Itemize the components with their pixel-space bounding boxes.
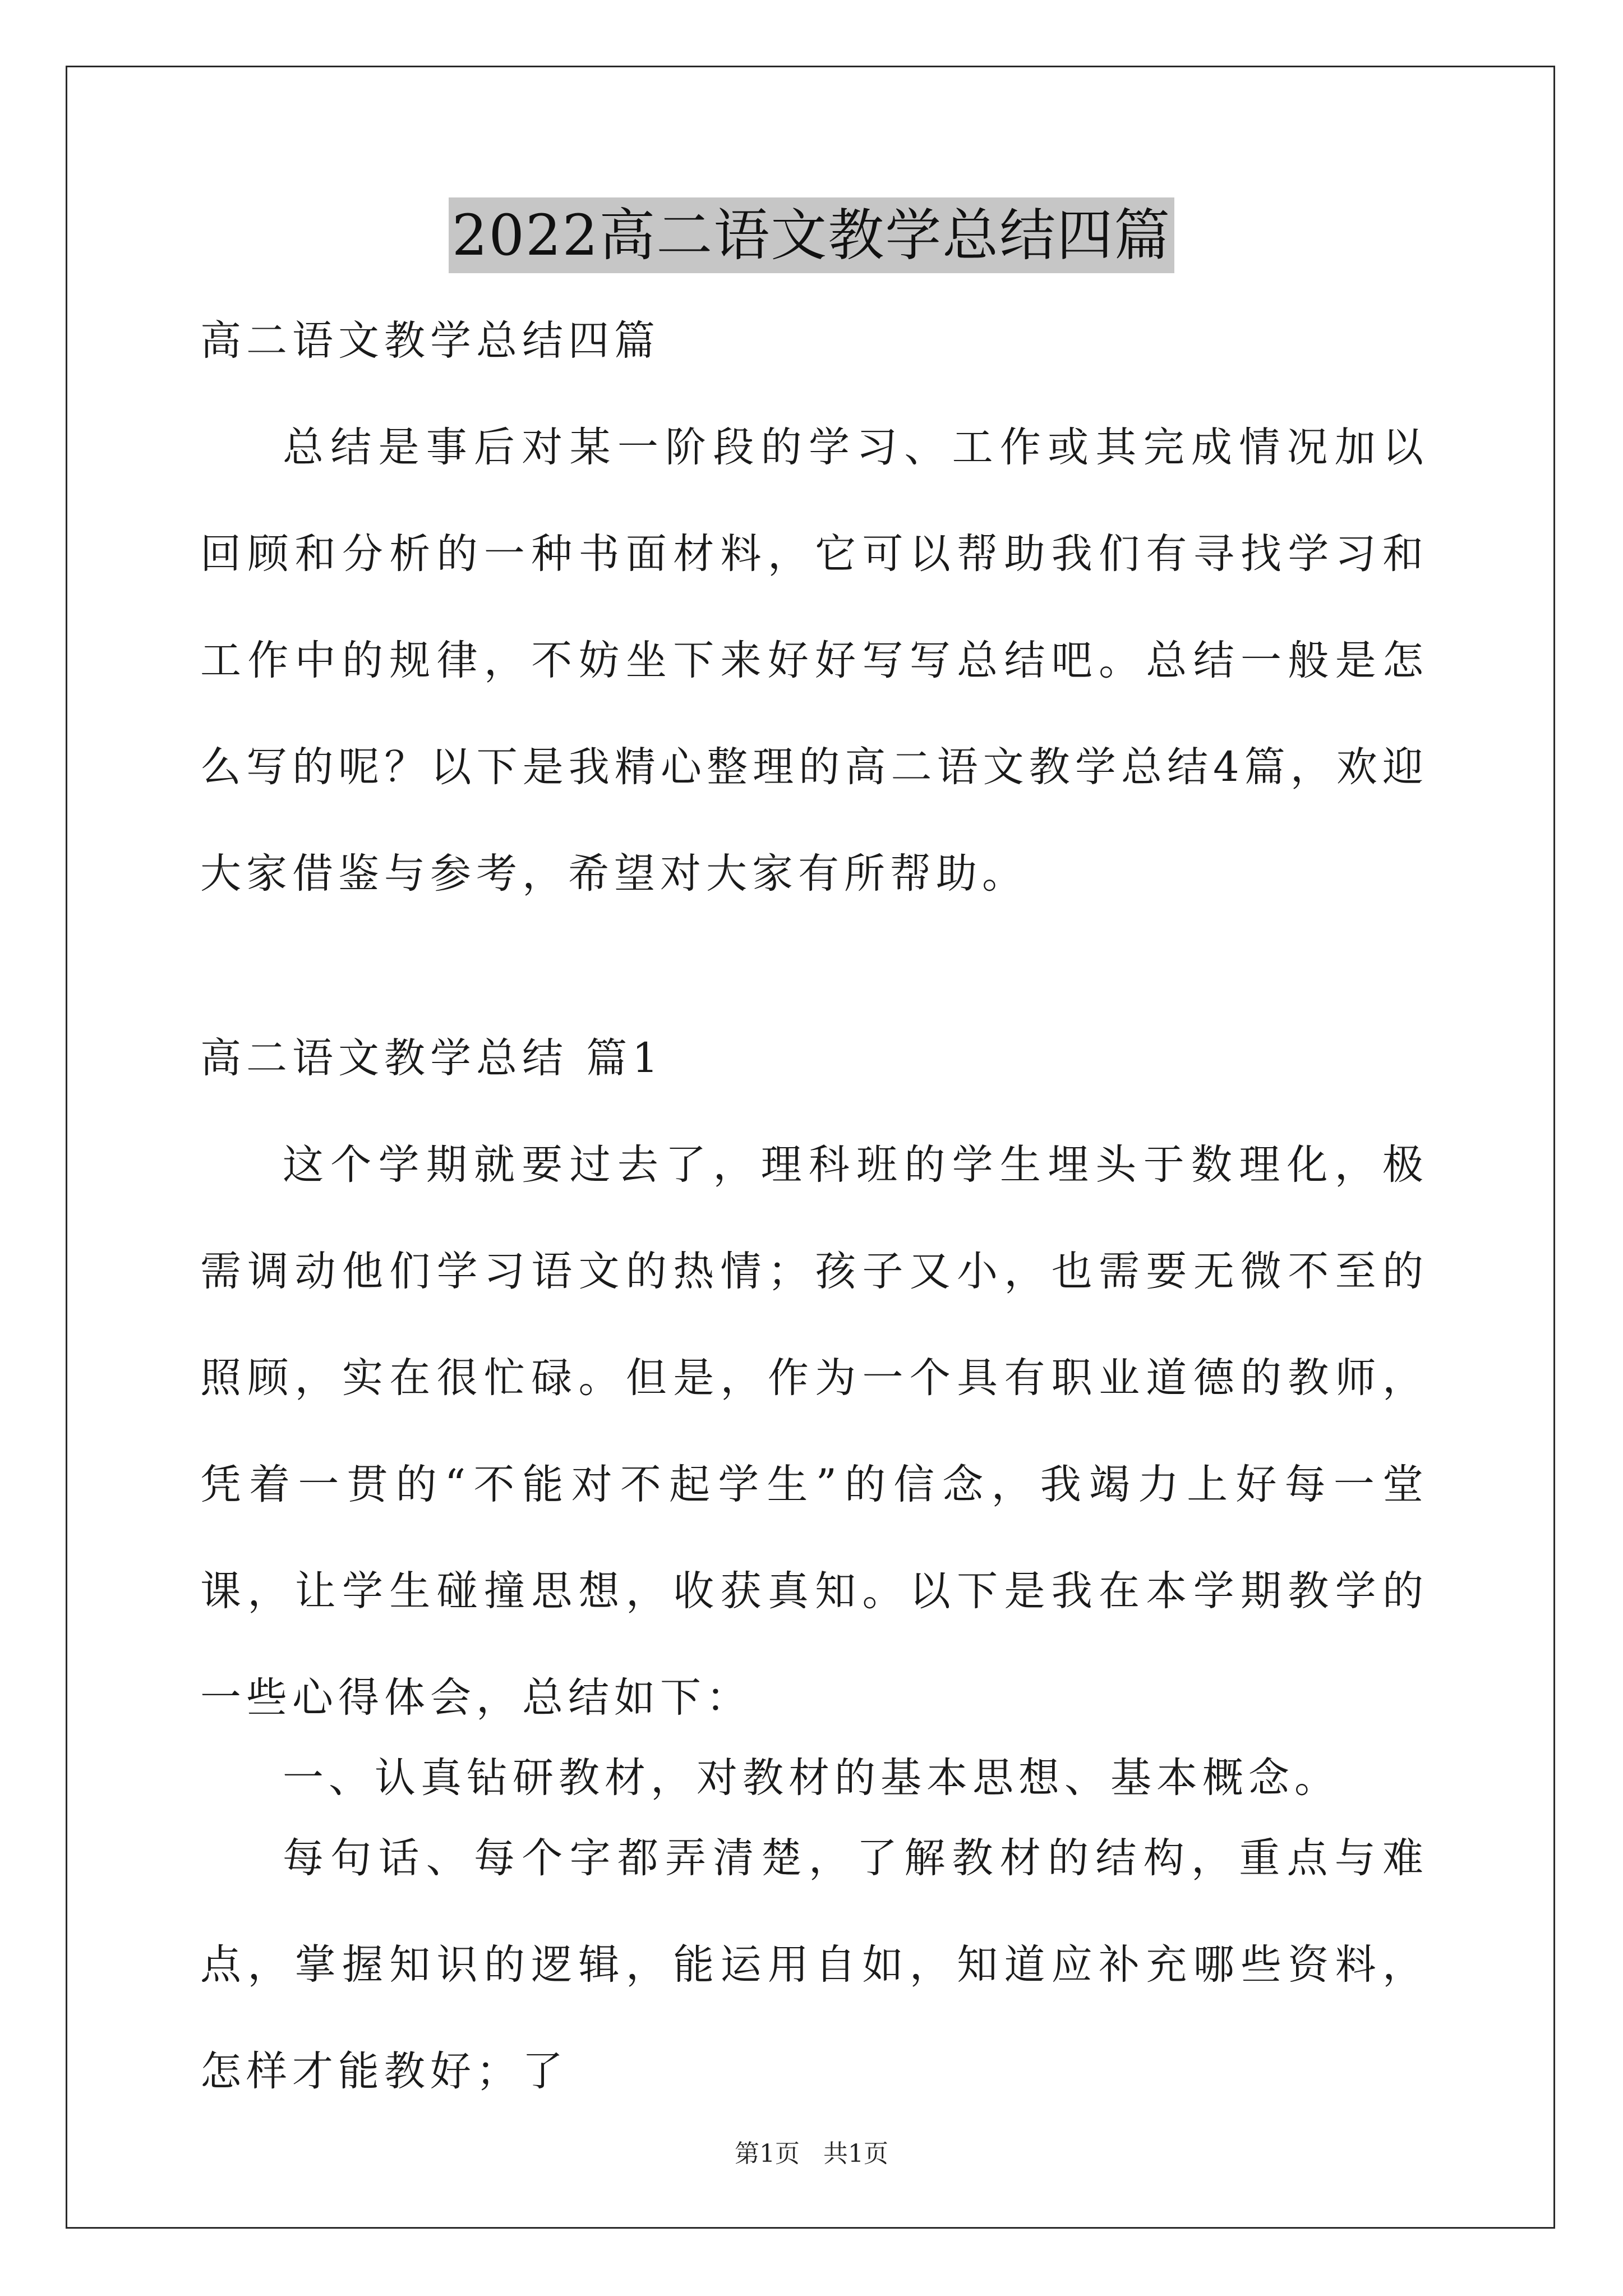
document-title: 2022高二语文教学总结四篇 bbox=[449, 197, 1175, 273]
title-wrap bbox=[0, 197, 1623, 273]
section-paragraph: 这个学期就要过去了，理科班的学生埋头于数理化，极需调动他们学习语文的热情；孩子又小，也需要无微不至的照顾，实在很忙碌。但是，作为一个具有职业道德的教师，凭着一贯的“不能对不起学生”的信念，我竭力上好每一堂课，让学生碰撞思想，收获真知。以下是我在本学期教学的一些心得体会，总结如下： bbox=[200, 1141, 1428, 1722]
section-paragraph: 每句话、每个字都弄清楚，了解教材的结构，重点与难点，掌握知识的逻辑，能运用自如，知道应补充哪些资料，怎样才能教好；了 bbox=[200, 1834, 1428, 2095]
intro-paragraph: 总结是事后对某一阶段的学习、工作或其完成情况加以回顾和分析的一种书面材料，它可以帮助我们有寻找学习和工作中的规律，不妨坐下来好好写写总结吧。总结一般是怎么写的呢？以下是我精心整理的高二语文教学总结4篇，欢迎大家借鉴与参考，希望对大家有所帮助。 bbox=[200, 424, 1428, 898]
page-number: 第1页 bbox=[735, 2139, 800, 2168]
document-subtitle: 高二语文教学总结四篇 bbox=[200, 317, 660, 365]
section-point: 一、认真钻研教材，对教材的基本思想、基本概念。 bbox=[283, 1754, 1340, 1802]
page-total: 共1页 bbox=[823, 2139, 888, 2168]
page-footer bbox=[0, 2137, 1623, 2171]
section-heading: 高二语文教学总结 篇1 bbox=[200, 1034, 663, 1082]
document-body bbox=[200, 314, 1428, 2125]
